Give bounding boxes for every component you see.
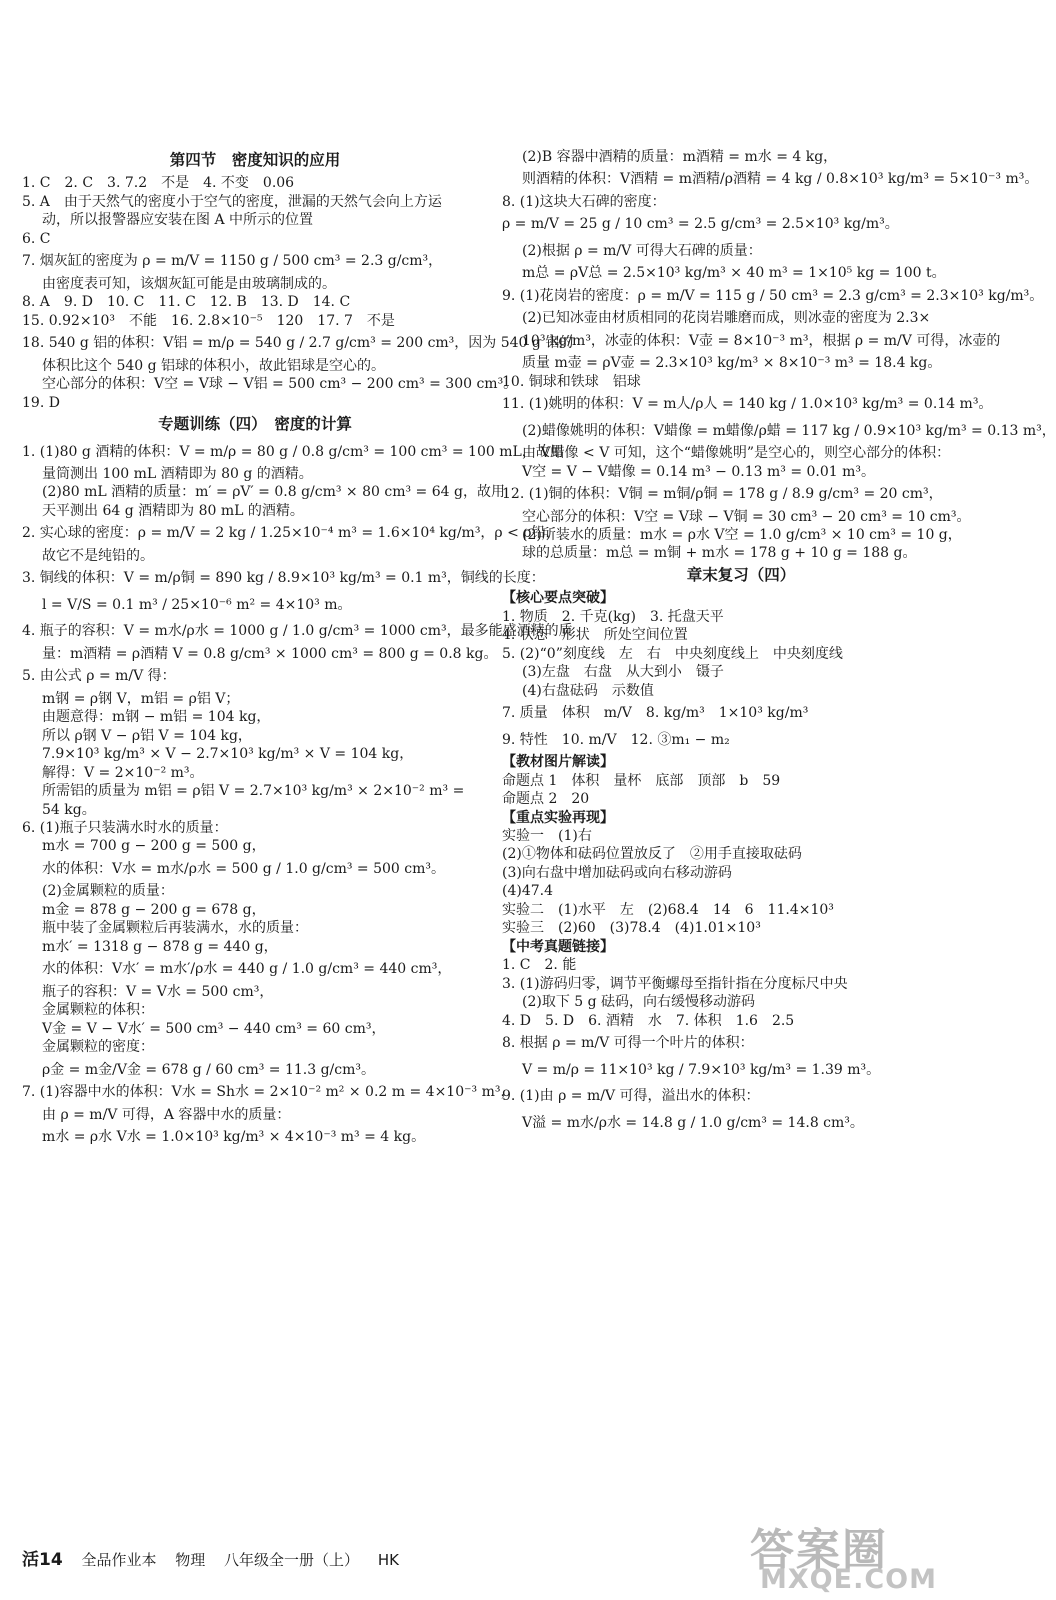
answer-line: (4)右盘砝码 示数值 [522,682,654,699]
answer-line: 18. 540 g 铝的体积：V铝 = m/ρ = 540 g / 2.7 g/cm³ = 200 cm³，因为 540 g 铝的 [22,335,574,352]
section-title: 第四节 密度知识的应用 [169,151,341,169]
answer-line: 所需铝的质量为 m铝 = ρ铝 V = 2.7×10³ kg/m³ × 2×10⁻² m³ = [42,783,465,800]
answer-line: 命题点 1 体积 量杯 底部 顶部 b 59 [502,772,781,789]
answer-line: 12. (1)铜的体积：V铜 = m铜/ρ铜 = 178 g / 8.9 g/cm³ = 20 cm³， [502,486,943,503]
answer-line: m总 = ρV总 = 2.5×10³ kg/m³ × 40 m³ = 1×10⁵ kg = 100 t。 [522,265,946,282]
answer-line: 1. C 2. 能 [502,957,577,974]
answer-line: (2)蜡像姚明的体积：V蜡像 = m蜡像/ρ蜡 = 117 kg / 0.9×10³ kg/m³ = 0.13 m³， [522,422,1056,439]
section-heading: 【教材图片解读】 [502,754,614,771]
edition-label: HK [377,1551,399,1569]
answer-line: 54 kg。 [42,801,96,818]
answer-line: 所以 ρ钢 V − ρ铝 V = 104 kg， [42,727,252,744]
answer-line: m水 = ρ水 V水 = 1.0×10³ kg/m³ × 4×10⁻³ m³ = 4 kg。 [42,1129,426,1145]
answer-line: V金 = V − V水′ = 500 cm³ − 440 cm³ = 60 cm³， [42,1020,386,1037]
answer-line: 天平测出 64 g 酒精即为 80 mL 的酒精。 [42,502,304,519]
answer-line: 5. (2)“0”刻度线 左 右 中央刻度线上 中央刻度线 [502,645,843,662]
page-footer [22,1545,522,1570]
watermark-logo: 答案圈 [750,1525,888,1576]
answer-line: 6. (1)瓶子只装满水时水的质量： [22,819,228,836]
answer-line: ρ = m/V = 25 g / 10 cm³ = 2.5 g/cm³ = 2.5×10³ kg/m³。 [502,216,899,233]
answer-line: (2)取下 5 g 砝码，向右缓慢移动游码 [522,994,756,1011]
answer-line: (4)47.4 [502,883,554,900]
answer-line: 10. 铜球和铁球 铝球 [502,373,641,390]
answer-line: ρ金 = m金/V金 = 678 g / 60 cm³ = 11.3 g/cm³。 [42,1061,375,1078]
answer-line: 命题点 2 20 [502,791,590,808]
answer-line: 由题意得：m钢 − m铝 = 104 kg， [42,709,271,726]
answer-line: m水′ = 1318 g − 878 g = 440 g， [42,938,278,955]
answer-line: (2)所装水的质量：m水 = ρ水 V空 = 1.0 g/cm³ × 10 cm³ = 10 g， [522,526,962,543]
answer-line: (3)向右盘中增加砝码或向右移动游码 [502,864,732,881]
answer-line: 9. (1)由 ρ = m/V 可得，溢出水的体积： [502,1088,760,1105]
answer-line: 金属颗粒的体积： [42,1002,154,1019]
answer-line: 球的总质量：m总 = m铜 + m水 = 178 g + 10 g = 188 g。 [522,545,917,562]
answer-line: 8. 根据 ρ = m/V 可得一个叶片的体积： [502,1035,754,1052]
book-title: 全品作业本 [81,1551,157,1569]
answer-line: 3. (1)游码归零，调节平衡螺母至指针指在分度标尺中央 [502,975,848,992]
answer-line: 7. 烟灰缸的密度为 ρ = m/V = 1150 g / 500 cm³ = 2.3 g/cm³， [22,253,443,270]
answer-line: 1. 物质 2. 千克(kg) 3. 托盘天平 [502,608,724,625]
answer-line: V空 = V − V蜡像 = 0.14 m³ − 0.13 m³ = 0.01 m³。 [522,463,876,480]
watermark-url: MXQE.COM [760,1564,937,1595]
answer-line: 由密度表可知，该烟灰缸可能是由玻璃制成的。 [42,275,336,292]
answer-line: (2)①物体和砝码位置放反了 ②用手直接取砝码 [502,846,802,863]
subject-label: 物理 [175,1551,206,1569]
section-title: 章末复习（四） [686,565,796,584]
answer-line: 空心部分的体积：V空 = V球 − V铝 = 500 cm³ − 200 cm³ = 300 cm³。 [42,376,518,393]
answer-line: 瓶子的容积：V = V水 = 500 cm³， [42,983,274,1000]
answer-line: (2)根据 ρ = m/V 可得大石碑的质量： [522,242,762,259]
answer-line: 量筒测出 100 mL 酒精即为 80 g 的酒精。 [42,466,313,482]
section-heading: 【核心要点突破】 [502,590,614,607]
answer-line: 空心部分的体积：V空 = V球 − V铜 = 30 cm³ − 20 cm³ = 10 cm³。 [522,508,971,525]
answer-line: (2)B 容器中酒精的质量：m酒精 = m水 = 4 kg， [522,149,838,165]
answer-line: (3)左盘 右盘 从大到小 镊子 [522,664,724,681]
answer-line: 由 V蜡像 < V 可知，这个“蜡像姚明”是空心的，则空心部分的体积： [522,445,951,462]
answer-line: m钢 = ρ钢 V，m铝 = ρ铝 V； [42,690,240,707]
answer-line: 4. 状态 形状 所处空间位置 [502,627,688,644]
section-heading: 【中考真题链接】 [502,938,614,955]
answer-line: 故它不是纯铅的。 [42,547,154,564]
answer-line: V = m/ρ = 11×10³ kg / 7.9×10³ kg/m³ = 1.39 m³。 [522,1061,881,1078]
answer-line: 2. 实心球的密度：ρ = m/V = 2 kg / 1.25×10⁻⁴ m³ = 1.6×10⁴ kg/m³，ρ < ρ铅， [22,525,560,542]
answer-line: 6. C [22,230,51,247]
answer-line: 10³ kg/m³，冰壶的体积：V壶 = 8×10⁻³ m³，根据 ρ = m/V 可得，冰壶的 [522,332,1001,349]
answer-line: 15. 0.92×10³ 不能 16. 2.8×10⁻⁵ 120 17. 7 不是 [22,312,395,329]
answer-line: 量：m酒精 = ρ酒精 V = 0.8 g/cm³ × 1000 cm³ = 800 g = 0.8 kg。 [42,645,498,662]
answer-line: 实验一 (1)右 [502,827,592,844]
answer-line: 3. 铜线的体积：V = m/ρ铜 = 890 kg / 8.9×10³ kg/m³ = 0.1 m³，铜线的长度： [22,570,545,587]
answer-line: V溢 = m水/ρ水 = 14.8 g / 1.0 g/cm³ = 14.8 cm³。 [522,1114,864,1131]
section-heading: 【重点实验再现】 [502,809,614,826]
answer-line: 7. 质量 体积 m/V 8. kg/m³ 1×10³ kg/m³ [502,705,809,722]
answer-line: 水的体积：V水 = m水/ρ水 = 500 g / 1.0 g/cm³ = 500 cm³。 [42,860,445,877]
answer-line: 质量 m壶 = ρV壶 = 2.3×10³ kg/m³ × 8×10⁻³ m³ = 18.4 kg。 [522,355,942,372]
section-title: 专题训练（四） 密度的计算 [158,415,352,434]
answer-line: 由 ρ = m/V 可得，A 容器中水的质量： [42,1106,291,1123]
answer-line: 7. (1)容器中水的体积：V水 = Sh水 = 2×10⁻² m² × 0.2 m = 4×10⁻³ m³， [22,1084,515,1101]
answer-line: 5. 由公式 ρ = m/V 得： [22,668,176,685]
answer-line: 8. (1)这块大石碑的密度： [502,193,666,210]
answer-line: 8. A 9. D 10. C 11. C 12. B 13. D 14. C [22,294,351,311]
answer-line: 水的体积：V水′ = m水′/ρ水 = 440 g / 1.0 g/cm³ = 440 cm³， [42,961,452,978]
answer-line: 4. 瓶子的容积：V = m水/ρ水 = 1000 g / 1.0 g/cm³ = 1000 cm³，最多能盛酒精的质 [22,623,573,640]
answer-line: m水 = 700 g − 200 g = 500 g， [42,838,266,855]
right-column [502,148,1056,1136]
answer-line: 1. C 2. C 3. 7.2 不是 4. 不变 0.06 [22,175,295,192]
answer-line: l = V/S = 0.1 m³ / 25×10⁻⁶ m² = 4×10³ m。 [42,596,352,613]
watermark [740,1514,990,1594]
answer-line: (2)80 mL 酒精的质量：m′ = ρV′ = 0.8 g/cm³ × 80 cm³ = 64 g，故用 [42,484,505,501]
answer-line: 则酒精的体积：V酒精 = m酒精/ρ酒精 = 4 kg / 0.8×10³ kg/m³ = 5×10⁻³ m³。 [522,171,1039,188]
answer-line: m金 = 878 g − 200 g = 678 g， [42,901,266,918]
answer-line: (2)已知冰壶由材质相同的花岗岩雕磨而成，则冰壶的密度为 2.3× [522,310,931,327]
answer-line: 7.9×10³ kg/m³ × V − 2.7×10³ kg/m³ × V = 104 kg， [42,746,414,763]
answer-line: 实验二 (1)水平 左 (2)68.4 14 6 11.4×10³ [502,901,834,918]
answer-line: 实验三 (2)60 (3)78.4 (4)1.01×10³ [502,920,761,937]
answer-line: (2)金属颗粒的质量： [42,883,174,900]
answer-line: 9. (1)花岗岩的密度：ρ = m/V = 115 g / 50 cm³ = 2.3 g/cm³ = 2.3×10³ kg/m³。 [502,287,1044,304]
page-number: 活14 [22,1550,63,1570]
answer-line: 金属颗粒的密度： [42,1039,154,1056]
answer-line: 解得：V = 2×10⁻² m³。 [42,764,204,781]
answer-line: 19. D [22,394,60,411]
answer-line: 4. D 5. D 6. 酒精 水 7. 体积 1.6 2.5 [502,1012,795,1029]
answer-line: 5. A 由于天然气的密度小于空气的密度，泄漏的天然气会向上方运 [22,193,442,210]
answer-line: 瓶中装了金属颗粒后再装满水，水的质量： [42,920,308,937]
answer-line: 11. (1)姚明的体积：V = m人/ρ人 = 140 kg / 1.0×10³ kg/m³ = 0.14 m³。 [502,396,993,413]
answer-line: 1. (1)80 g 酒精的体积：V = m/ρ = 80 g / 0.8 g/cm³ = 100 cm³ = 100 mL，故用 [22,443,564,460]
grade-label: 八年级全一册（上） [224,1551,360,1569]
answer-line: 体积比这个 540 g 铝球的体积小，故此铝球是空心的。 [42,357,386,374]
answer-line: 9. 特性 10. m/V 12. ③m₁ − m₂ [502,731,730,748]
answer-line: 动，所以报警器应安装在图 A 中所示的位置 [42,212,314,229]
